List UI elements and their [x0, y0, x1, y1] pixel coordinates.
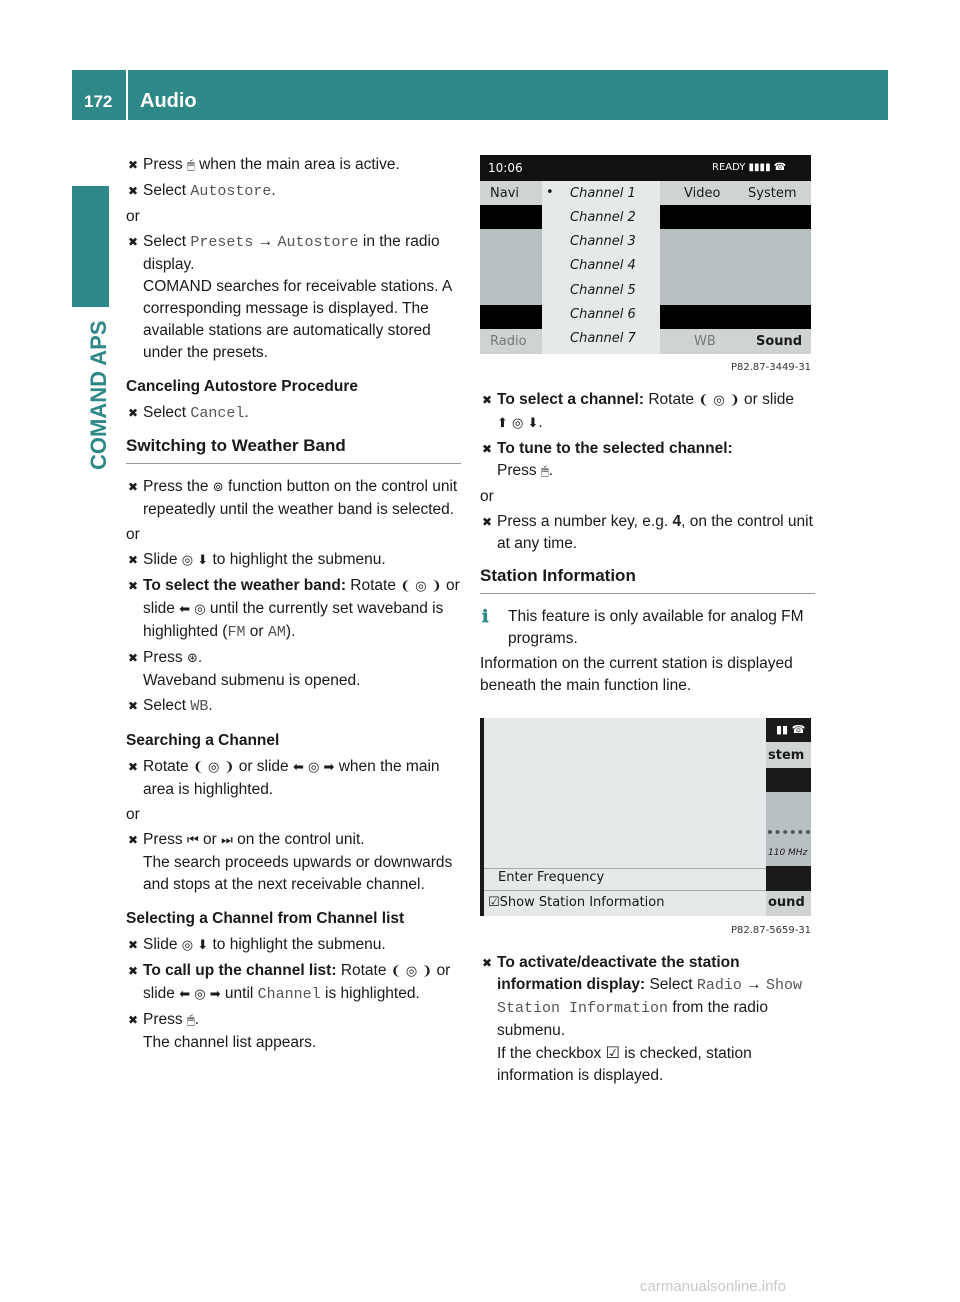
menu-radio: Radio — [490, 334, 527, 349]
step: ✖ Press a number key, e.g. 4, on the control unit at any time. — [482, 513, 813, 552]
step-arrow-icon: ✖ — [128, 406, 139, 420]
frequency-label: 110 MHz — [768, 848, 808, 858]
menu-video: Video — [684, 186, 721, 201]
rotate-icon: ❨ ◎ ❩ — [390, 964, 433, 979]
channel-item: Channel 7 — [570, 331, 636, 346]
frequency-scale — [768, 830, 810, 840]
step-arrow-icon: ✖ — [128, 651, 139, 665]
menu-system: System — [748, 186, 797, 201]
figure-caption: P82.87-3449-31 — [731, 362, 812, 373]
skip-back-icon: ⏮ — [186, 833, 199, 848]
step-arrow-icon: ✖ — [128, 964, 139, 978]
step: ✖ Press ⏮ or ⏭ on the control unit. The search proceeds upwards or downwards and stops at the next receivable channel. — [128, 831, 453, 893]
heading-weather-band: Switching to Weather Band — [126, 435, 461, 464]
info-note: ℹ This feature is only available for analog FM programs. — [482, 607, 804, 647]
channel-item: Channel 4 — [570, 258, 636, 273]
step-arrow-icon: ✖ — [128, 235, 139, 249]
step-arrow-icon: ✖ — [128, 1013, 139, 1027]
slide-up-down-icon: ⬆ ◎ ⬇ — [497, 416, 539, 431]
checkbox-checked-icon: ☑ — [605, 1043, 620, 1062]
subheading-canceling-autostore: Canceling Autostore Procedure — [126, 378, 358, 395]
step-arrow-icon: ✖ — [482, 956, 493, 970]
step: ✖ Slide ◎ ⬇ to highlight the submenu. — [126, 934, 461, 957]
menu-navi: Navi — [490, 186, 519, 201]
clock: 10:06 — [488, 161, 523, 175]
paragraph: Information on the current station is displayed beneath the main function line. — [480, 655, 793, 694]
step: ✖ To activate/deactivate the station information display: Select Radio → Show Station Information from the radio submenu. If the checkbox ☑ is checked, station information is displayed. — [482, 954, 802, 1084]
step: ✖ Select Cancel. — [128, 404, 249, 422]
menu-sound: Sound — [756, 334, 803, 349]
left-column — [126, 154, 461, 1057]
step: ✖ Press ⊛. Waveband submenu is opened. — [128, 649, 361, 689]
page-title: Audio — [140, 90, 197, 112]
step: ✖ To select the weather band: Rotate ❨ ◎ ❩ or slide ⬅ ◎ until the currently set waveband is highlighted (FM or AM). — [128, 577, 460, 641]
section-label: COMAND APS — [86, 320, 111, 470]
press-knob-icon: 🖱 — [186, 158, 195, 173]
signal-icon: ▮▮ ☎ — [776, 723, 806, 736]
step: ✖ Select Presets → Autostore in the radio display. COMAND searches for receivable stations. A corresponding message is displayed. The available stations are automatically stored under the presets. — [128, 233, 452, 361]
menu-enter-frequency: Enter Frequency — [498, 870, 605, 885]
channel-item: Channel 5 — [570, 283, 636, 298]
step-arrow-icon: ✖ — [128, 938, 139, 952]
subheading-searching-channel: Searching a Channel — [126, 732, 280, 749]
channel-item: Channel 3 — [570, 234, 636, 249]
slide-down-icon: ◎ ⬇ — [181, 553, 209, 568]
slide-left-icon: ⬅ ◎ — [179, 602, 206, 617]
step-arrow-icon: ✖ — [482, 393, 493, 407]
right-column — [480, 389, 815, 700]
step-arrow-icon: ✖ — [128, 833, 139, 847]
rotate-icon: ❨ ◎ ❩ — [400, 579, 442, 594]
rotate-icon: ❨ ◎ ❩ — [192, 760, 235, 775]
info-icon: ℹ — [482, 607, 489, 626]
selected-bullet: • — [546, 185, 554, 200]
step-arrow-icon: ✖ — [128, 480, 139, 494]
rotate-icon: ❨ ◎ ❩ — [698, 393, 740, 408]
menu-sound: ound — [768, 895, 805, 910]
step-arrow-icon: ✖ — [128, 760, 139, 774]
step-arrow-icon: ✖ — [482, 515, 493, 529]
menu-system: stem — [768, 748, 805, 763]
or-text: or — [126, 526, 140, 543]
page-header — [72, 70, 888, 120]
step-arrow-icon: ✖ — [128, 699, 139, 713]
step-arrow-icon: ✖ — [128, 184, 139, 198]
slide-down-icon: ◎ ⬇ — [181, 938, 209, 953]
channel-item: Channel 1 — [570, 186, 636, 201]
skip-forward-icon: ⏭ — [221, 833, 233, 848]
right-column-lower — [480, 952, 815, 1090]
or-text: or — [480, 488, 494, 505]
channel-item: Channel 2 — [570, 210, 636, 225]
subheading-channel-list: Selecting a Channel from Channel list — [126, 910, 405, 927]
step: ✖ Press the ⊚ function button on the control unit repeatedly until the weather band is selected. — [128, 478, 458, 518]
station-info-screenshot — [480, 718, 811, 916]
menu-wb: WB — [694, 334, 716, 349]
channel-list-screenshot — [480, 155, 811, 354]
header-divider — [126, 70, 128, 120]
channel-item: Channel 6 — [570, 307, 636, 322]
section-tab — [72, 186, 109, 307]
radio-button-icon: ⊚ — [212, 480, 224, 495]
step: ✖ To tune to the selected channel: Press 🖱. — [482, 440, 733, 479]
slide-left-right-icon: ⬅ ◎ ➡ — [292, 760, 335, 775]
step: ✖ Rotate ❨ ◎ ❩ or slide ⬅ ◎ ➡ when the main area is highlighted. — [128, 758, 440, 798]
figure-caption: P82.87-5659-31 — [731, 925, 812, 936]
step: ✖ To select a channel: Rotate ❨ ◎ ❩ or slide ⬆ ◎ ⬇. — [482, 391, 794, 431]
step: ✖ To call up the channel list: Rotate ❨ ◎ ❩ or slide ⬅ ◎ ➡ until Channel is highlighted. — [128, 962, 451, 1003]
page-number: 172 — [84, 92, 113, 111]
step-arrow-icon: ✖ — [128, 553, 139, 567]
step-arrow-icon: ✖ — [482, 442, 493, 456]
slide-left-right-icon: ⬅ ◎ ➡ — [179, 987, 221, 1002]
status-text: READY ▮▮▮▮ ☎ — [712, 162, 787, 173]
step: ✖ Select WB. — [128, 697, 213, 715]
or-text: or — [126, 806, 140, 823]
checkbox-icon: ☑ — [488, 895, 500, 910]
step-arrow-icon: ✖ — [128, 579, 139, 593]
menu-show-station-information: ☑Show Station Information — [488, 895, 665, 910]
step: ✖ Press 🖱. The channel list appears. — [128, 1011, 317, 1051]
press-knob-icon: 🖱 — [540, 464, 549, 479]
ok-button-icon: ⊛ — [186, 651, 198, 666]
heading-station-information: Station Information — [480, 565, 815, 594]
step: ✖ Press 🖱 when the main area is active. — [126, 154, 461, 177]
step: ✖ Slide ◎ ⬇ to highlight the submenu. — [126, 549, 461, 572]
watermark: carmanualsonline.info — [640, 1278, 786, 1295]
or-text: or — [126, 208, 140, 225]
step: ✖ Select Autostore. — [128, 182, 276, 200]
step-arrow-icon: ✖ — [128, 158, 139, 172]
press-knob-icon: 🖱 — [186, 1013, 195, 1028]
